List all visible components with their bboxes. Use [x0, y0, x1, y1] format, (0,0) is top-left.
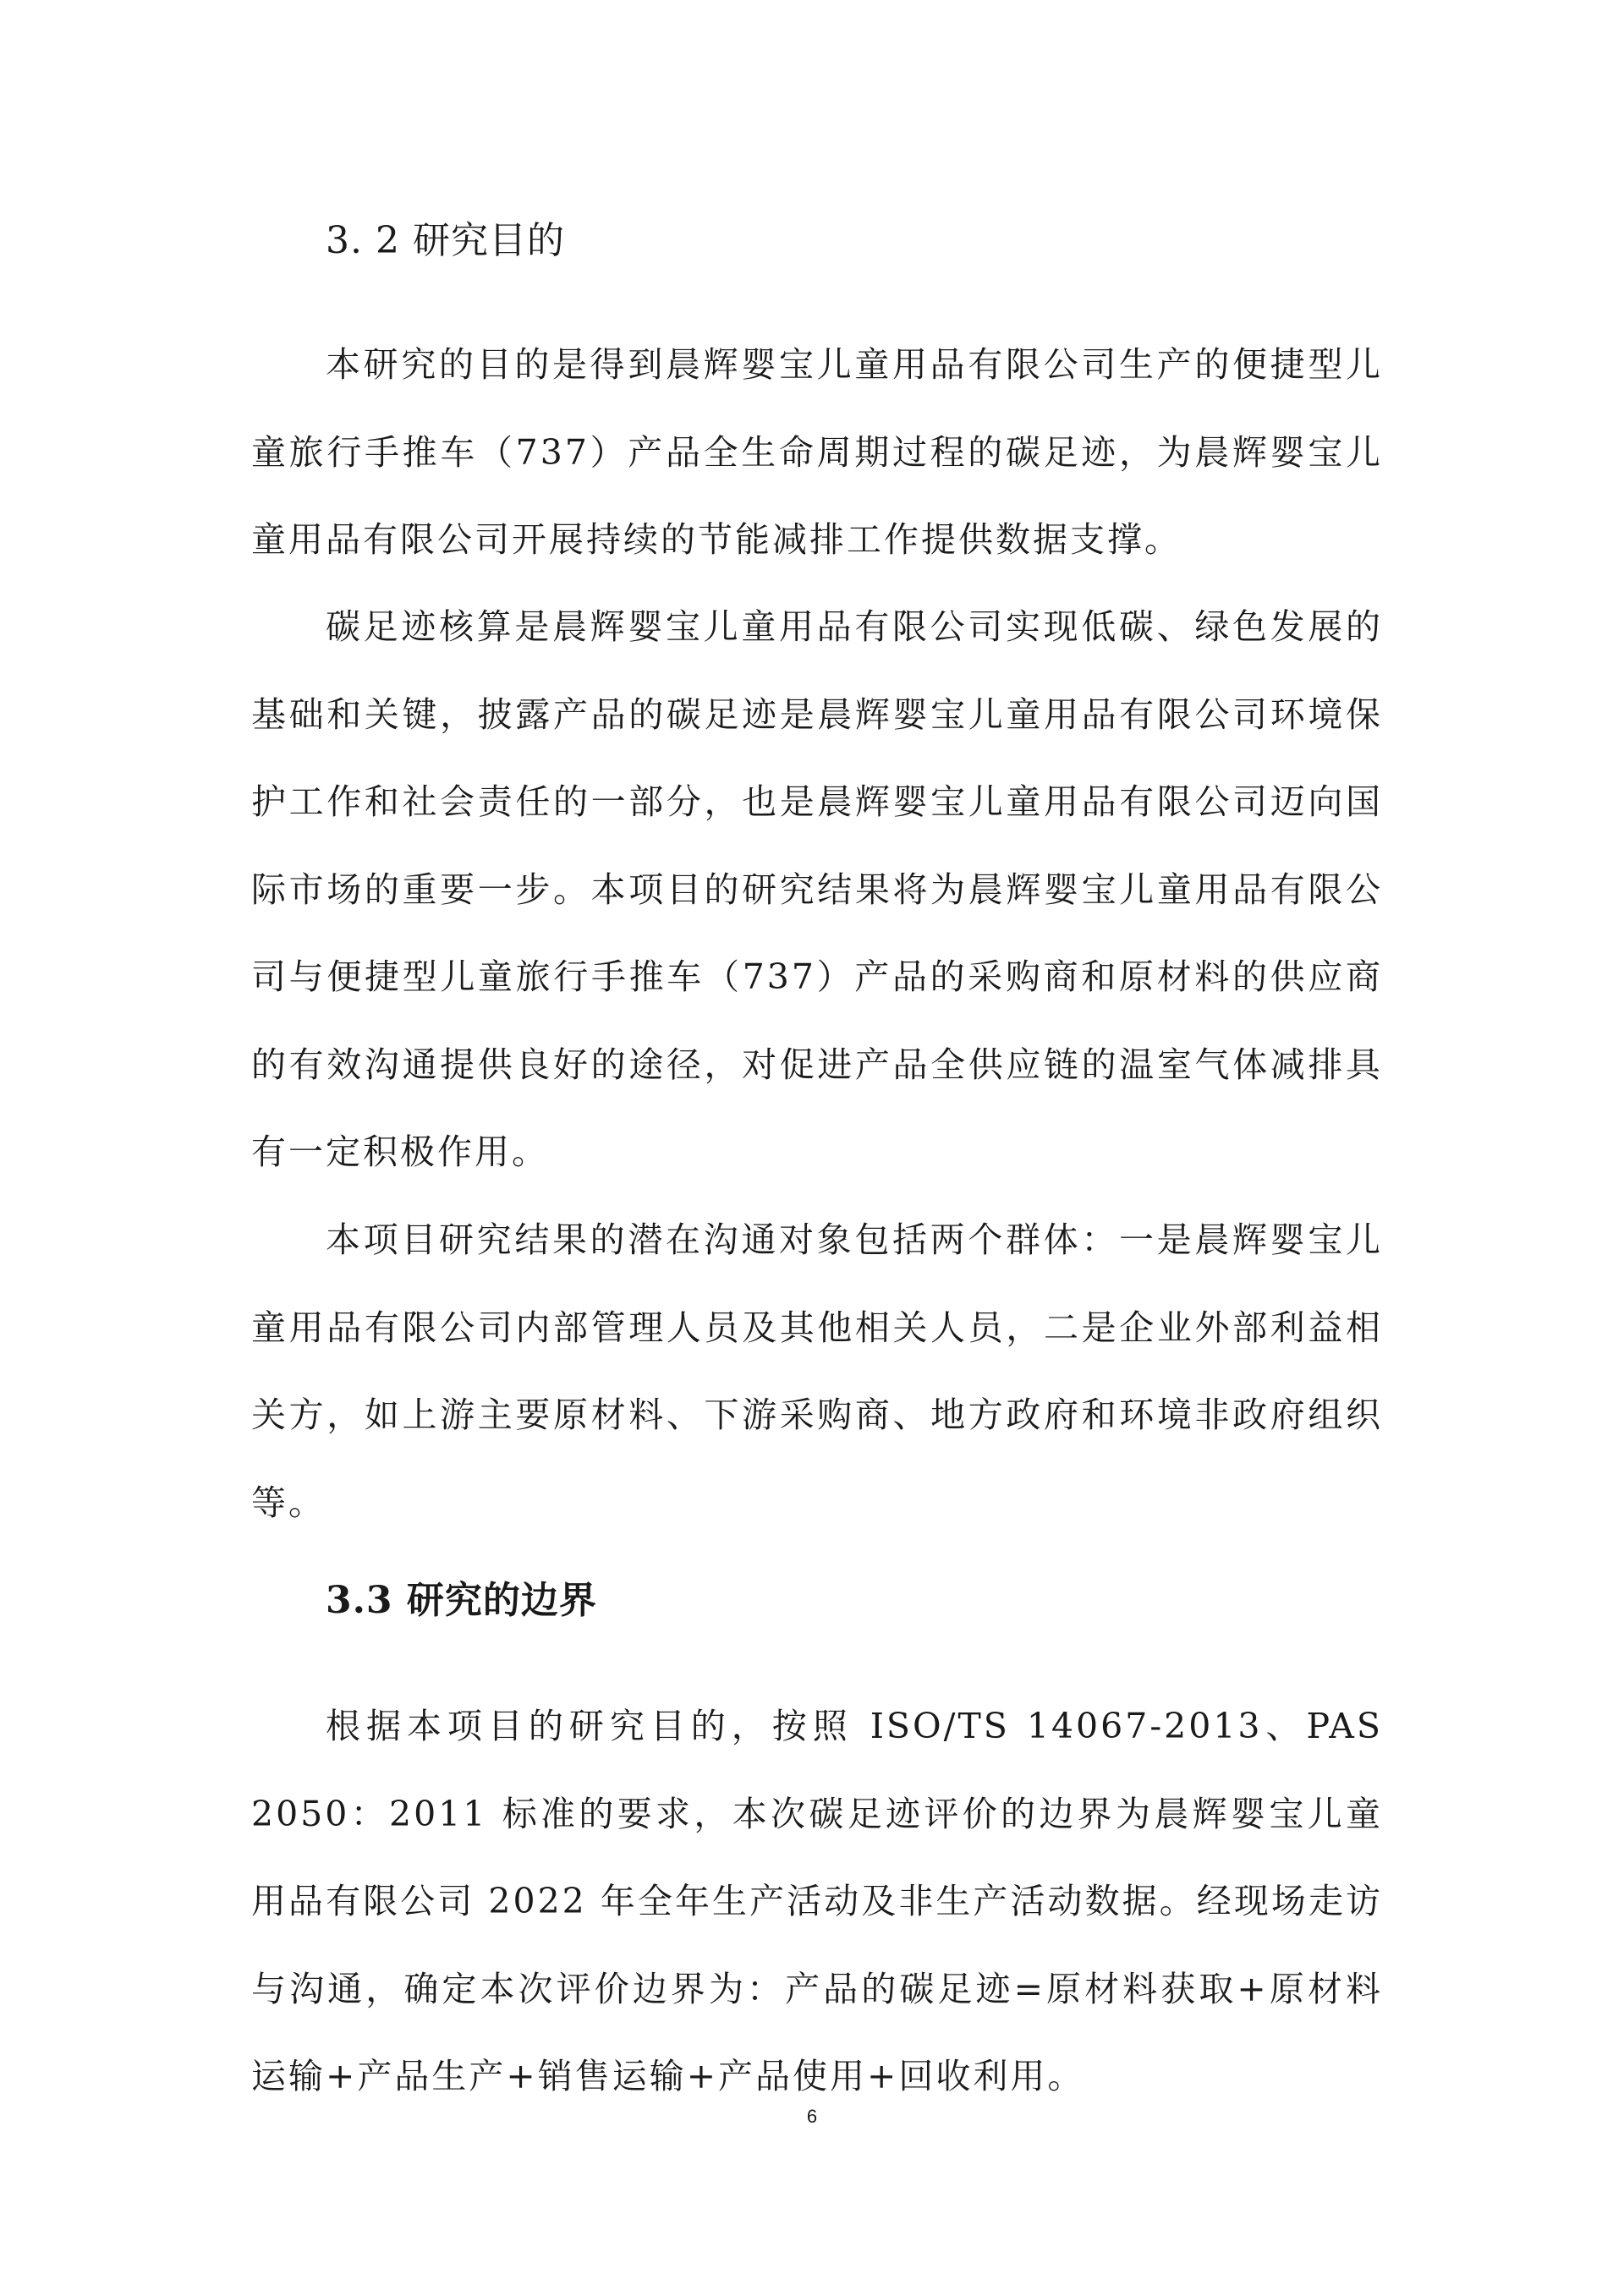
paragraph-research-boundary: 根据本项目的研究目的，按照 ISO/TS 14067-2013、PAS 2050：2011 标准的要求，本次碳足迹评价的边界为晨辉婴宝儿童用品有限公司 2022 年全年生产活动及非生产活动数据。经现场走访与沟通，确定本次评价边界为：产品的碳足迹=原材料获取+原材料运输+产品生产+销售运输+产品使用+回收利用。 [251, 1706, 1383, 2096]
section-heading-3-3: 3.3 研究的边界 [326, 1579, 597, 1622]
page-number: 6 [806, 2106, 818, 2127]
paragraph-research-purpose: 本研究的目的是得到晨辉婴宝儿童用品有限公司生产的便捷型儿童旅行手推车（737）产品全生命周期过程的碳足迹，为晨辉婴宝儿童用品有限公司开展持续的节能减排工作提供数据支撑。 [251, 344, 1383, 560]
paragraph-carbon-footprint-accounting: 碳足迹核算是晨辉婴宝儿童用品有限公司实现低碳、绿色发展的基础和关键，披露产品的碳足迹是晨辉婴宝儿童用品有限公司环境保护工作和社会责任的一部分，也是晨辉婴宝儿童用品有限公司迈向国际市场的重要一步。本项目的研究结果将为晨辉婴宝儿童用品有限公司与便捷型儿童旅行手推车（737）产品的采购商和原材料的供应商的有效沟通提供良好的途径，对促进产品全供应链的温室气体减排具有一定积极作用。 [251, 606, 1383, 1172]
section-heading-3-2: 3. 2 研究目的 [326, 219, 565, 262]
paragraph-communication-targets: 本项目研究结果的潜在沟通对象包括两个群体：一是晨辉婴宝儿童用品有限公司内部管理人员及其他相关人员，二是企业外部利益相关方，如上游主要原材料、下游采购商、地方政府和环境非政府组织等。 [251, 1219, 1383, 1523]
